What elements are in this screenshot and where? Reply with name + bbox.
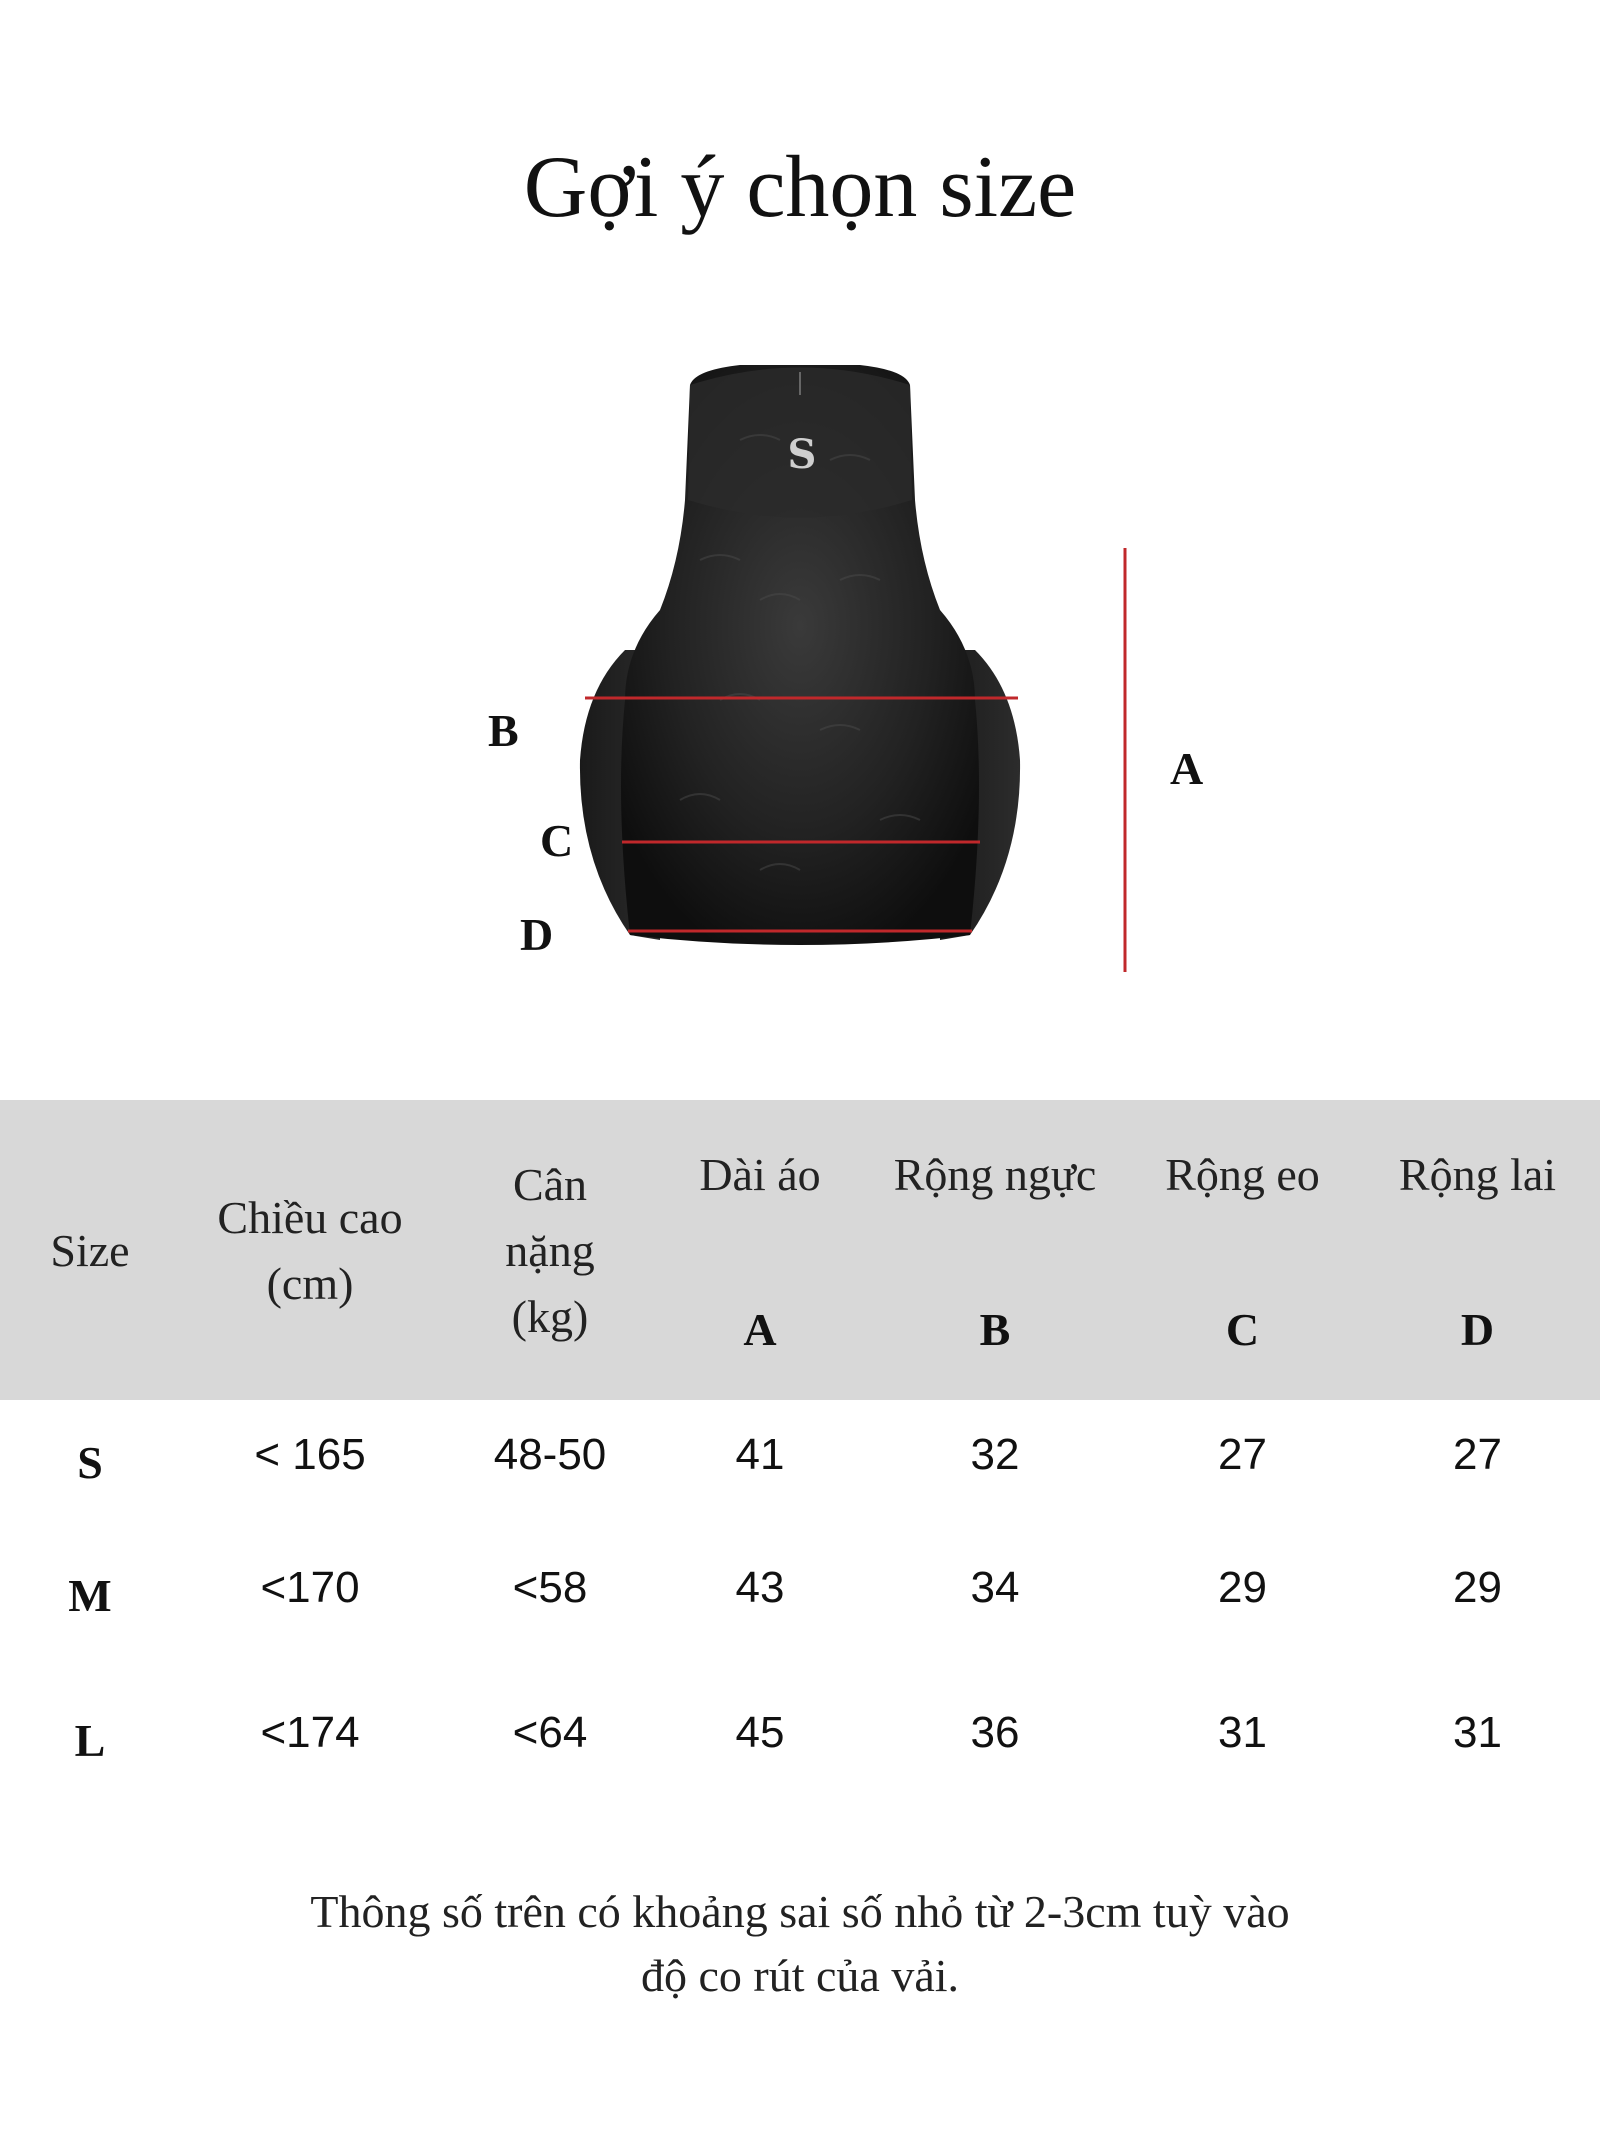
- cell-d: 29: [1453, 1563, 1502, 1612]
- cell-b: 32: [970, 1430, 1020, 1479]
- header-height-line1: Chiều cao: [217, 1192, 403, 1243]
- cell-b: 36: [970, 1708, 1020, 1757]
- cell-size: L: [74, 1715, 106, 1766]
- header-letter-d: D: [1460, 1304, 1495, 1355]
- logo-mark: S: [787, 431, 817, 478]
- measure-label-d: D: [520, 909, 554, 960]
- header-letter-c: C: [1225, 1304, 1260, 1355]
- note-line-1: Thông số trên có khoảng sai số nhỏ từ 2-3cm tuỳ vào: [310, 1886, 1290, 1937]
- cell-c: 29: [1218, 1563, 1267, 1612]
- disclaimer-note: [0, 1880, 1600, 2008]
- cell-c: 31: [1218, 1708, 1267, 1757]
- cell-weight: 48-50: [493, 1430, 607, 1479]
- header-chest: Rộng ngực: [893, 1149, 1097, 1200]
- measure-label-a: A: [1170, 743, 1204, 794]
- cell-b: 34: [970, 1563, 1020, 1612]
- header-hem: Rộng lai: [1398, 1149, 1557, 1200]
- header-letter-a: A: [743, 1304, 777, 1355]
- header-waist: Rộng eo: [1165, 1149, 1320, 1200]
- cell-size: S: [77, 1437, 103, 1488]
- header-length: Dài áo: [699, 1149, 821, 1200]
- garment-illustration: [0, 0, 1600, 1010]
- size-table-header: [0, 1100, 1600, 1400]
- cell-c: 27: [1218, 1430, 1267, 1479]
- header-weight-line3: (kg): [511, 1291, 589, 1342]
- measure-label-c: C: [540, 815, 574, 866]
- measure-label-b: B: [488, 705, 519, 756]
- header-letter-b: B: [979, 1304, 1011, 1355]
- note-line-2: độ co rút của vải.: [640, 1950, 960, 2001]
- cell-weight: <64: [512, 1708, 588, 1757]
- cell-weight: <58: [512, 1563, 588, 1612]
- table-row: [0, 1415, 1600, 1495]
- cell-d: 31: [1453, 1708, 1502, 1757]
- cell-height: <170: [260, 1563, 360, 1612]
- garment-figure: [0, 0, 1600, 1010]
- table-row: [0, 1693, 1600, 1773]
- header-height-line2: (cm): [266, 1258, 354, 1309]
- header-weight-line1: Cân: [512, 1159, 588, 1210]
- cell-height: < 165: [254, 1430, 366, 1479]
- cell-a: 43: [735, 1563, 785, 1612]
- cell-d: 27: [1453, 1430, 1502, 1479]
- cell-a: 41: [735, 1430, 785, 1479]
- header-weight-line2: nặng: [505, 1225, 595, 1276]
- cell-a: 45: [735, 1708, 785, 1757]
- cell-height: <174: [260, 1708, 360, 1757]
- page-title: Gợi ý chọn size: [523, 139, 1077, 236]
- header-size: Size: [50, 1225, 130, 1276]
- table-row: [0, 1548, 1600, 1628]
- cell-size: M: [68, 1570, 112, 1621]
